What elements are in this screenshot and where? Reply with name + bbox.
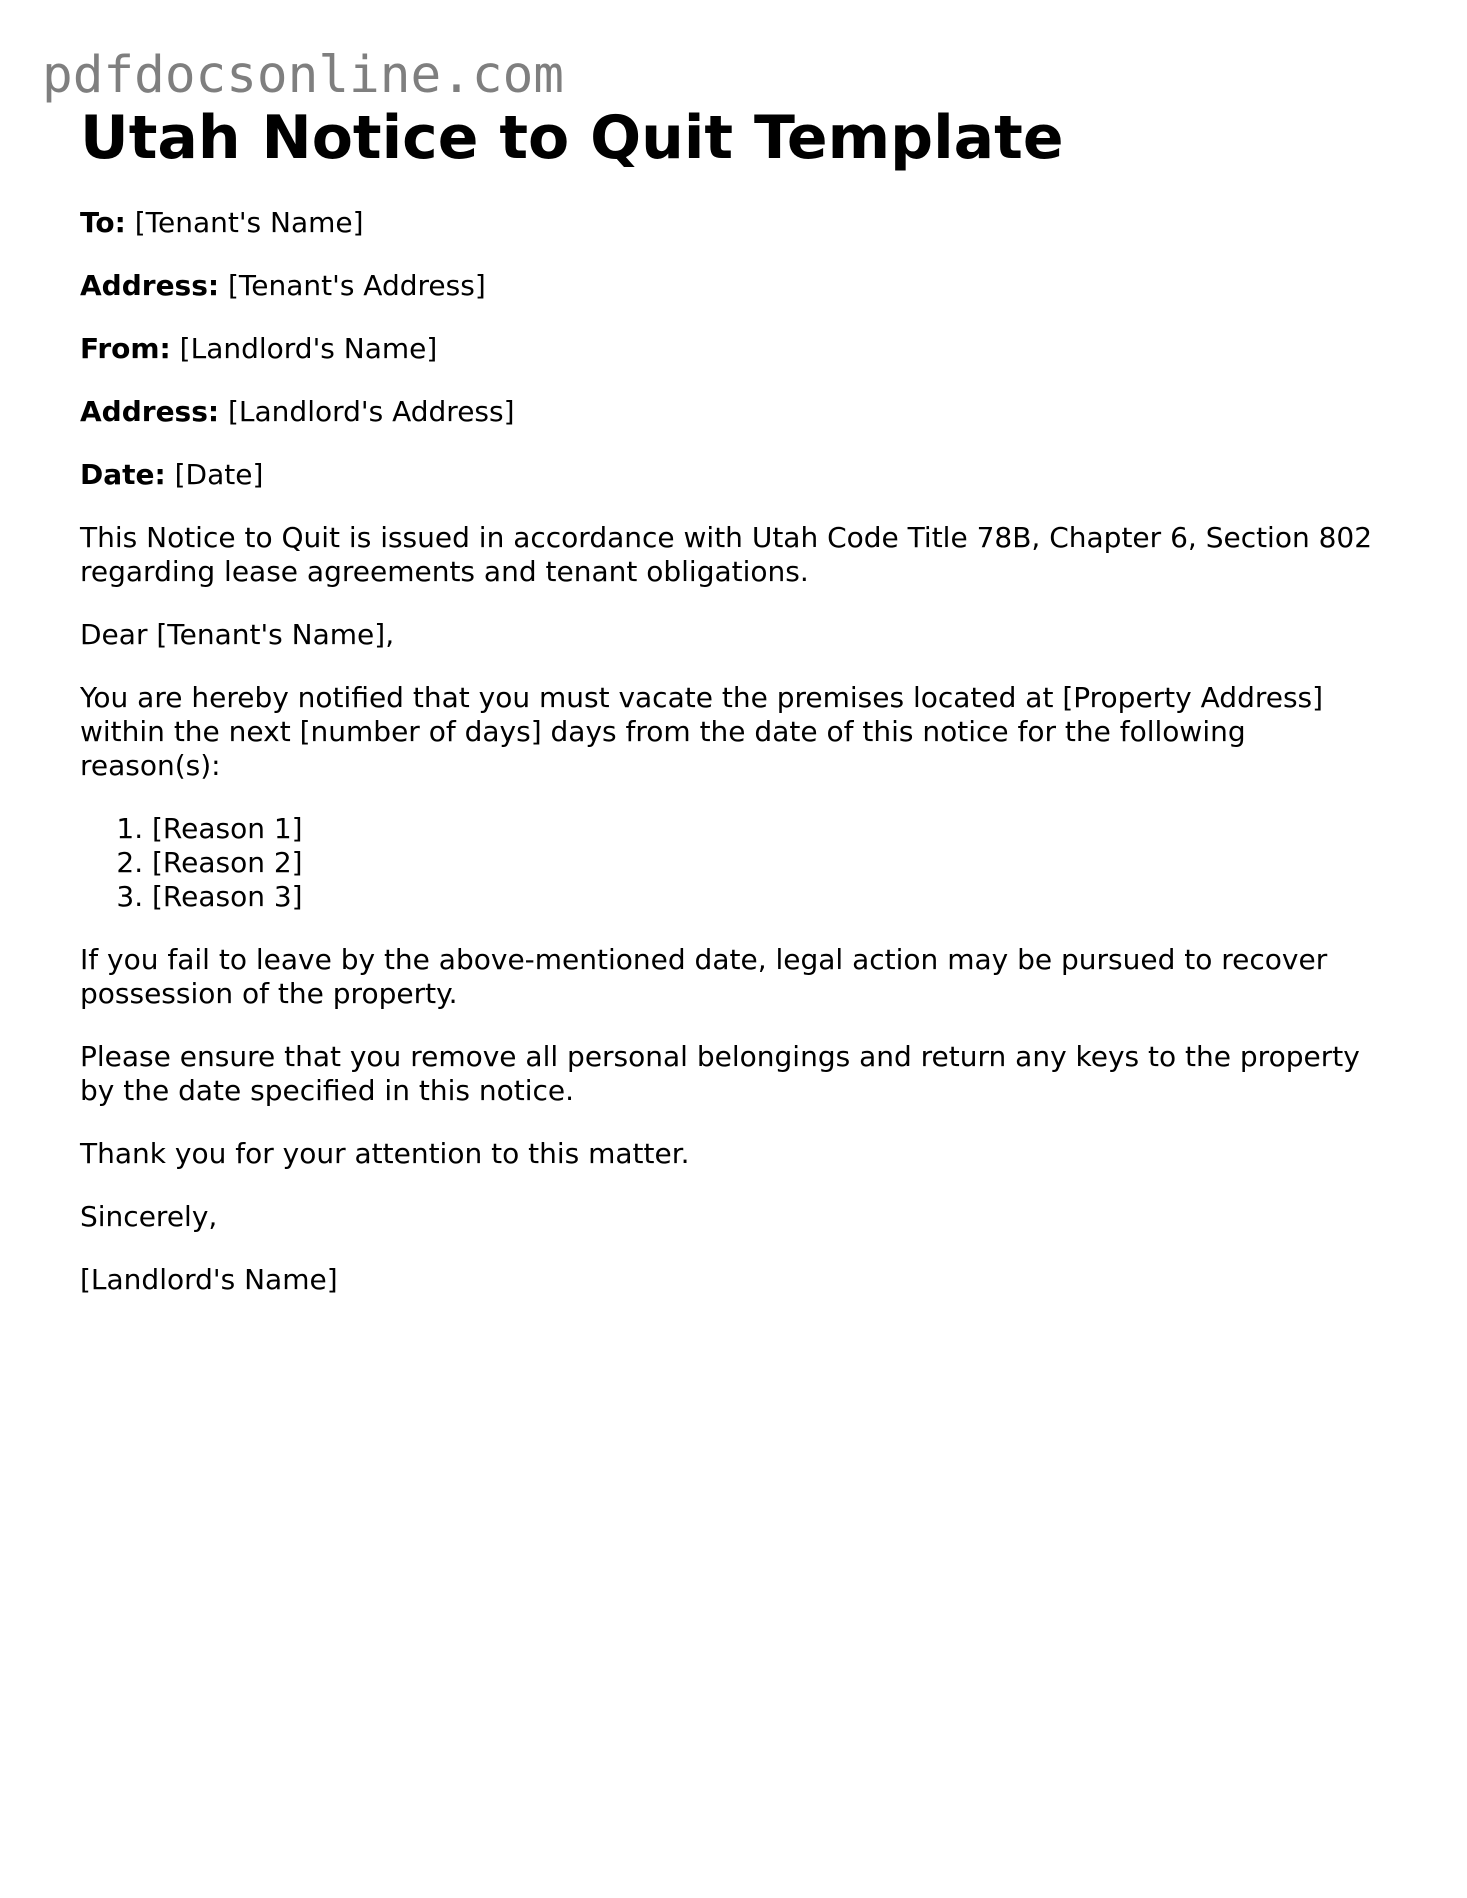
list-item: 3. [Reason 3] <box>152 880 1380 914</box>
notice-paragraph: You are hereby notified that you must vacate the premises located at [Property Address] within the next [number of days] days from the date of this notice for the following reason(s): <box>80 681 1324 782</box>
instructions-paragraph: Please ensure that you remove all personal belongings and return any keys to the property by the date specified in this notice. <box>80 1040 1360 1107</box>
document <box>80 96 1380 1326</box>
salutation: Dear [Tenant's Name], <box>80 618 395 651</box>
page-title: Utah Notice to Quit Template <box>80 103 1064 173</box>
field-to <box>80 206 1380 240</box>
field-from <box>80 332 1380 366</box>
field-label: Address: <box>80 269 220 302</box>
closing: Sincerely, <box>80 1200 218 1233</box>
warning-paragraph: If you fail to leave by the above-mentioned date, legal action may be pursued to recover possession of the property. <box>80 943 1328 1010</box>
signature: [Landlord's Name] <box>80 1263 338 1296</box>
watermark: pdfdocsonline.com <box>42 46 564 105</box>
field-landlord-address <box>80 395 1380 429</box>
field-tenant-address <box>80 269 1380 303</box>
field-value: [Landlord's Address] <box>228 395 515 428</box>
thanks-paragraph: Thank you for your attention to this matter. <box>80 1137 690 1170</box>
field-date <box>80 458 1380 492</box>
field-label: To: <box>80 206 126 239</box>
intro-paragraph: This Notice to Quit is issued in accordance with Utah Code Title 78B, Chapter 6, Section 802 regarding lease agreements and tenant obligations. <box>80 521 1373 588</box>
field-value: [Landlord's Name] <box>179 332 438 365</box>
field-label: From: <box>80 332 171 365</box>
field-label: Date: <box>80 458 166 491</box>
field-value: [Tenant's Address] <box>228 269 486 302</box>
reasons-list <box>80 812 1380 914</box>
field-value: [Tenant's Name] <box>134 206 364 239</box>
header-fields <box>80 206 1380 492</box>
list-item: 2. [Reason 2] <box>152 846 1380 880</box>
field-label: Address: <box>80 395 220 428</box>
list-item: 1. [Reason 1] <box>152 812 1380 846</box>
field-value: [Date] <box>174 458 264 491</box>
